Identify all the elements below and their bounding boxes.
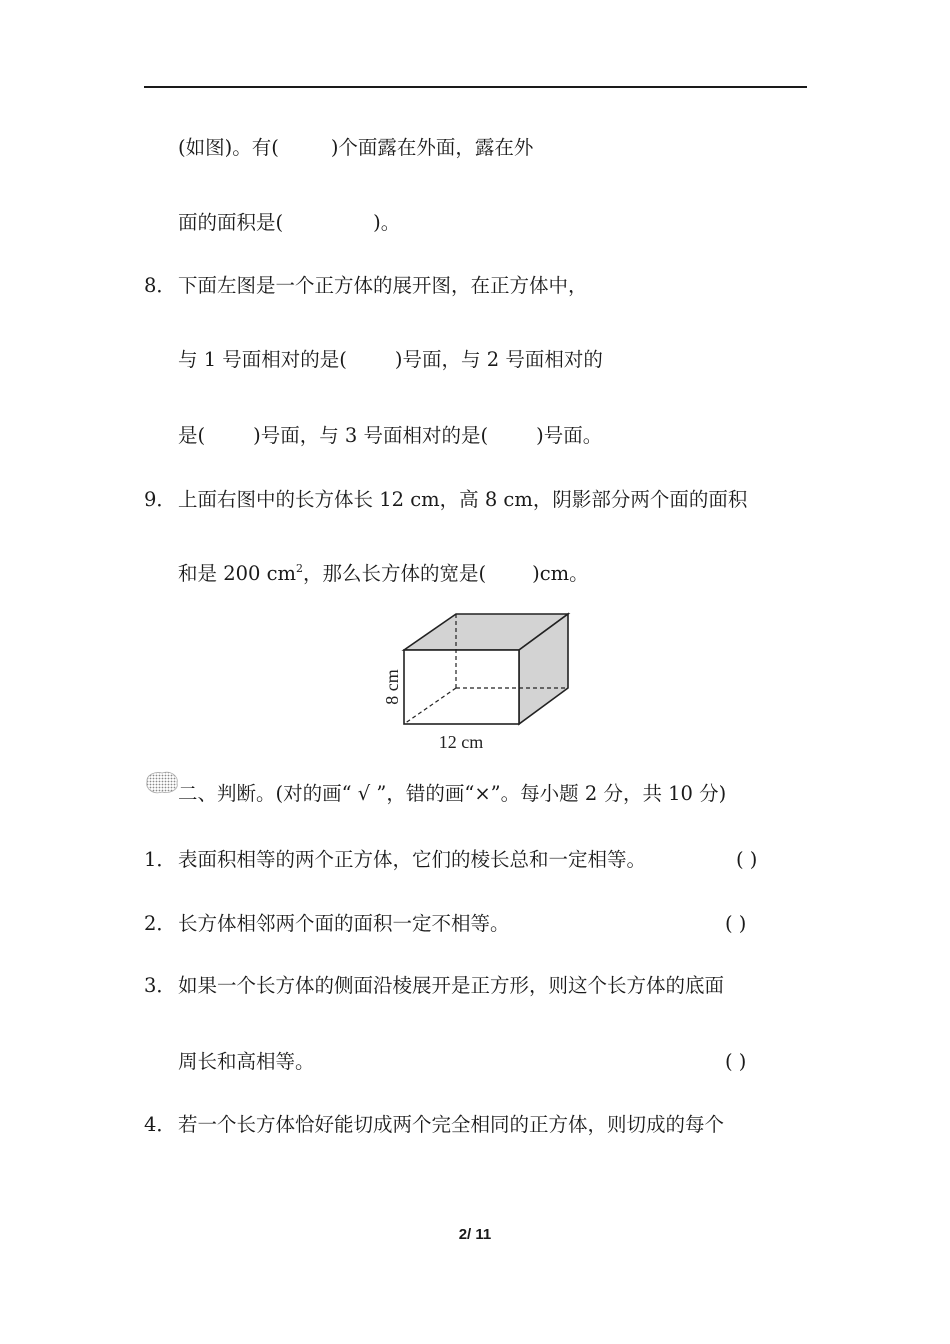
judgment-1-number: 1．	[144, 848, 176, 871]
judgment-1-answer[interactable]: ( )	[736, 848, 758, 871]
q8-text-a: 与 1 号面相对的是(	[178, 348, 347, 371]
judgment-3-text-cont: 周长和高相等。	[178, 1050, 315, 1073]
judgment-2-text: 长方体相邻两个面的面积一定不相等。	[178, 912, 510, 935]
q8-line-1: 下面左图是一个正方体的展开图，在正方体中，	[178, 274, 588, 297]
judgment-3-number: 3．	[144, 974, 176, 997]
q7-line-1	[178, 136, 533, 160]
q9-text-a: 和是 200 cm	[178, 562, 297, 585]
q7-text-c: 面的面积是(	[178, 211, 284, 234]
cuboid-figure	[372, 606, 582, 756]
q9-superscript: 2	[296, 562, 304, 575]
judgment-3-text: 如果一个长方体的侧面沿棱展开是正方形，则这个长方体的底面	[178, 974, 725, 997]
q9-number: 9．	[144, 488, 176, 511]
q9-line-2	[178, 562, 589, 586]
judgment-2-number: 2．	[144, 912, 176, 935]
judgment-3-answer[interactable]: ( )	[725, 1050, 747, 1073]
q7-line-2	[178, 211, 400, 235]
header-rule	[144, 86, 807, 88]
q7-text-d: )。	[373, 211, 401, 234]
q8-number: 8．	[144, 274, 176, 297]
page-number: 2/ 11	[458, 1226, 492, 1243]
q8-line-2	[178, 348, 603, 372]
cuboid-diagram	[372, 606, 582, 756]
q7-text-b: )个面露在外面，露在外	[330, 136, 534, 159]
length-label: 12 cm	[438, 732, 484, 752]
judgment-2-answer[interactable]: ( )	[725, 912, 747, 935]
section-2-title: 二、判断。(对的画“ √ ”，错的画“×”。每小题 2 分，共 10 分)	[178, 782, 727, 805]
judgment-1-text: 表面积相等的两个正方体，它们的棱长总和一定相等。	[178, 848, 647, 871]
q9-text-c: )cm。	[532, 562, 589, 585]
q9-line-1: 上面右图中的长方体长 12 cm，高 8 cm，阴影部分两个面的面积	[178, 488, 748, 511]
q8-text-d: )号面，与 3 号面相对的是(	[253, 424, 489, 447]
height-label: 8 cm	[382, 669, 402, 705]
front-face	[404, 650, 519, 724]
q8-text-e: )号面。	[536, 424, 603, 447]
q8-line-3	[178, 424, 602, 448]
judgment-4-number: 4．	[144, 1113, 176, 1136]
q8-text-b: )号面，与 2 号面相对的	[394, 348, 603, 371]
q8-text-c: 是(	[178, 424, 206, 447]
judgment-4-text: 若一个长方体恰好能切成两个完全相同的正方体，则切成的每个	[178, 1113, 725, 1136]
section-decoration-icon	[143, 768, 181, 796]
q7-text-a: (如图)。有(	[178, 136, 279, 159]
q9-text-b: ，那么长方体的宽是(	[303, 562, 487, 585]
